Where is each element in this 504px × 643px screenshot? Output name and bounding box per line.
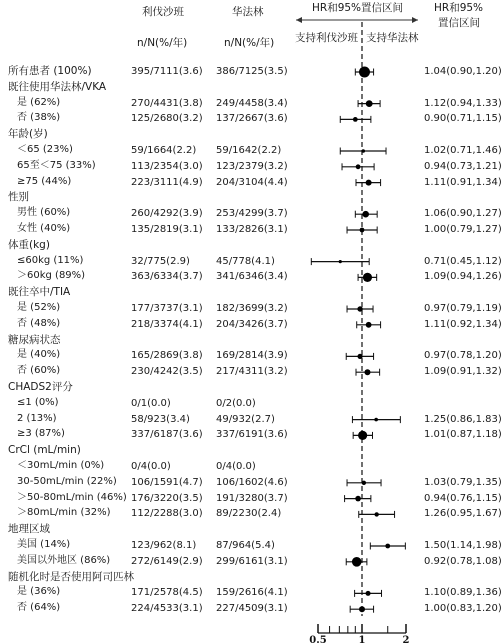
subgroup-label: 65至＜75 (33%)	[17, 159, 96, 171]
warfarin-cell: 89/2230(2.4)	[216, 508, 282, 520]
warfarin-cell: 217/4311(3.2)	[216, 366, 288, 378]
point-estimate	[358, 431, 367, 440]
subgroup-label: 否 (38%)	[17, 112, 61, 124]
point-estimate	[339, 260, 342, 263]
hr-ci-text: 1.11(0.91,1.34)	[424, 176, 502, 188]
hr-ci-text: 0.97(0.79,1.19)	[424, 303, 502, 314]
rivaroxaban-cell: 230/4242(3.5)	[131, 366, 203, 378]
point-estimate	[363, 273, 372, 282]
hr-ci-text: 0.71(0.45,1.12)	[424, 255, 502, 267]
warfarin-cell: 386/7125(3.5)	[216, 66, 288, 77]
hr-ci-text: 0.94(0.76,1.15)	[424, 492, 502, 504]
rivaroxaban-cell: 363/6334(3.7)	[131, 271, 203, 283]
hr-ci-text: 0.97(0.78,1.20)	[424, 350, 502, 362]
rivaroxaban-cell: 224/4533(3.1)	[131, 603, 203, 615]
group-label: 地理区域	[8, 523, 50, 536]
rivaroxaban-cell: 0/1(0.0)	[131, 397, 171, 409]
hr-ci-text: 1.26(0.95,1.67)	[424, 508, 502, 520]
hr-ci-text: 0.92(0.78,1.08)	[424, 555, 502, 567]
rivaroxaban-cell: 125/2680(3.2)	[131, 113, 203, 125]
rivaroxaban-cell: 165/2869(3.8)	[131, 350, 203, 362]
hr-ci-text: 0.90(0.71,1.15)	[424, 113, 502, 125]
group-label: 糖尿病状态	[8, 333, 61, 346]
rivaroxaban-cell: 123/962(8.1)	[131, 540, 197, 551]
rivaroxaban-cell: 337/6187(3.6)	[131, 429, 203, 441]
warfarin-cell: 133/2826(3.1)	[216, 224, 288, 235]
subgroup-label: 是 (62%)	[17, 96, 61, 108]
warfarin-cell: 299/6161(3.1)	[216, 555, 288, 567]
warfarin-cell: 227/4509(3.1)	[216, 603, 288, 615]
group-label: CHADS2评分	[8, 381, 73, 393]
x-axis-tick-label: 1	[358, 635, 366, 643]
rivaroxaban-cell: 59/1664(2.2)	[131, 145, 197, 156]
point-estimate	[366, 100, 373, 107]
point-estimate	[366, 180, 372, 186]
rivaroxaban-cell: 58/923(3.4)	[131, 413, 190, 425]
rivaroxaban-cell: 171/2578(4.5)	[131, 587, 203, 599]
subgroup-label: ＞50-80mL/min (46%)	[17, 491, 127, 503]
warfarin-cell: 123/2379(3.2)	[216, 160, 288, 172]
subgroup-label: ＞60kg (89%)	[17, 270, 86, 282]
warfarin-cell: 169/2814(3.9)	[216, 350, 288, 362]
warfarin-cell: 45/778(4.1)	[216, 255, 275, 267]
hr-ci-text: 1.50(1.14,1.98)	[424, 540, 502, 551]
rivaroxaban-cell: 177/3737(3.1)	[131, 303, 203, 314]
warfarin-cell: 191/3280(3.7)	[216, 492, 288, 504]
hr-ci-text: 1.11(0.92,1.34)	[424, 318, 502, 330]
header-units-rivaroxaban: n/N(%/年)	[137, 37, 188, 49]
warfarin-cell: 204/3426(3.7)	[216, 318, 288, 330]
warfarin-cell: 49/932(2.7)	[216, 413, 275, 425]
point-estimate	[357, 306, 362, 311]
warfarin-cell: 59/1642(2.2)	[216, 145, 282, 156]
hr-ci-text: 1.09(0.91,1.32)	[424, 366, 502, 378]
hr-ci-text: 1.00(0.83,1.20)	[424, 603, 502, 615]
point-estimate	[360, 228, 365, 233]
hr-ci-text: 1.12(0.94,1.33)	[424, 97, 502, 109]
subgroup-label: 是 (36%)	[17, 586, 61, 598]
warfarin-cell: 106/1602(4.6)	[216, 476, 288, 488]
warfarin-cell: 249/4458(3.4)	[216, 97, 288, 109]
point-estimate	[361, 149, 365, 153]
subgroup-label: 男性 (60%)	[17, 207, 71, 219]
rivaroxaban-cell: 272/6149(2.9)	[131, 555, 203, 567]
subgroup-label: 美国 (14%)	[17, 539, 71, 550]
rivaroxaban-cell: 106/1591(4.7)	[131, 476, 203, 488]
subgroup-label: ≤60kg (11%)	[17, 254, 84, 266]
point-estimate	[356, 164, 361, 169]
subgroup-label: 是 (52%)	[17, 302, 61, 313]
header-rivaroxaban: 利伐沙班	[142, 6, 184, 18]
hr-ci-text: 1.10(0.89,1.36)	[424, 587, 502, 599]
warfarin-cell: 182/3699(3.2)	[216, 303, 288, 314]
subgroup-label: ＞80mL/min (32%)	[17, 507, 111, 519]
rivaroxaban-cell: 223/3111(4.9)	[131, 176, 203, 188]
subgroup-label: ≥3 (87%)	[17, 428, 65, 440]
rivaroxaban-cell: 270/4431(3.8)	[131, 97, 203, 109]
ci-header-line1: HR和95%	[434, 2, 484, 14]
header-units-warfarin: n/N(%/年)	[224, 37, 275, 49]
warfarin-cell: 159/2616(4.1)	[216, 587, 288, 599]
group-label: 所有患者 (100%)	[8, 65, 92, 77]
point-estimate	[364, 369, 370, 375]
subgroup-label: 30-50mL/min (22%)	[17, 475, 117, 487]
subgroup-label: 女性 (40%)	[17, 223, 71, 234]
x-axis-tick-label: 0.5	[309, 635, 327, 643]
subgroup-label: ＜30mL/min (0%)	[17, 460, 105, 471]
group-label: 随机化时是否使用阿司匹林	[8, 570, 134, 583]
plot-title: HR和95%置信区间	[312, 2, 404, 14]
hr-ci-text: 1.00(0.79,1.27)	[424, 224, 502, 235]
warfarin-cell: 87/964(5.4)	[216, 540, 275, 551]
hr-ci-text: 1.03(0.79,1.35)	[424, 476, 502, 488]
rivaroxaban-cell: 32/775(2.9)	[131, 255, 190, 267]
group-label: CrCl (mL/min)	[8, 444, 81, 457]
rivaroxaban-cell: 113/2354(3.0)	[131, 160, 203, 172]
subgroup-label: ≥75 (44%)	[17, 175, 72, 187]
hr-ci-text: 1.04(0.90,1.20)	[424, 66, 502, 77]
favor-warfarin-label: 支持华法林	[366, 32, 419, 44]
group-label: 性别	[8, 191, 29, 204]
hr-ci-text: 1.02(0.71,1.46)	[424, 145, 502, 156]
subgroup-label: ≤1 (0%)	[17, 396, 59, 408]
rivaroxaban-cell: 260/4292(3.9)	[131, 208, 203, 220]
hr-ci-text: 1.06(0.90,1.27)	[424, 208, 502, 220]
hr-ci-text: 1.09(0.94,1.26)	[424, 271, 502, 283]
point-estimate	[357, 354, 362, 359]
subgroup-label: 否 (48%)	[17, 317, 61, 329]
point-estimate	[385, 544, 390, 549]
subgroup-label: 2 (13%)	[17, 412, 57, 424]
rivaroxaban-cell: 112/2288(3.0)	[131, 508, 203, 520]
group-label: 既往卒中/TIA	[8, 286, 71, 299]
header-arrow-right-head	[412, 17, 418, 23]
subgroup-label: 否 (60%)	[17, 365, 61, 377]
group-label: 年龄(岁)	[8, 128, 48, 141]
point-estimate	[355, 496, 361, 502]
warfarin-cell: 0/2(0.0)	[216, 397, 256, 409]
x-axis-tick-label: 2	[402, 635, 410, 643]
group-label: 既往使用华法林/VKA	[8, 80, 107, 93]
point-estimate	[362, 481, 366, 485]
warfarin-cell: 137/2667(3.6)	[216, 113, 288, 125]
point-estimate	[359, 67, 370, 78]
subgroup-label: ＜65 (23%)	[17, 144, 73, 155]
favor-rivaroxaban-label: 支持利伐沙班	[295, 32, 358, 44]
point-estimate	[366, 591, 371, 596]
rivaroxaban-cell: 176/3220(3.5)	[131, 492, 203, 504]
warfarin-cell: 341/6346(3.4)	[216, 271, 288, 283]
point-estimate	[362, 211, 369, 218]
point-estimate	[374, 512, 378, 516]
point-estimate	[359, 606, 365, 612]
point-estimate	[374, 418, 378, 422]
rivaroxaban-cell: 395/7111(3.6)	[131, 66, 203, 77]
warfarin-cell: 253/4299(3.7)	[216, 208, 288, 220]
header-warfarin: 华法林	[232, 6, 264, 18]
point-estimate	[353, 117, 358, 122]
point-estimate	[366, 322, 372, 328]
hr-ci-text: 0.94(0.73,1.21)	[424, 160, 502, 172]
rivaroxaban-cell: 135/2819(3.1)	[131, 224, 203, 235]
header-arrow-left-head	[296, 17, 302, 23]
warfarin-cell: 0/4(0.0)	[216, 461, 256, 472]
subgroup-label: 否 (64%)	[17, 602, 61, 614]
subgroup-label: 美国以外地区 (86%)	[17, 554, 111, 566]
rivaroxaban-cell: 218/3374(4.1)	[131, 318, 203, 330]
hr-ci-text: 1.01(0.87,1.18)	[424, 429, 502, 441]
hr-ci-text: 1.25(0.86,1.83)	[424, 413, 502, 425]
rivaroxaban-cell: 0/4(0.0)	[131, 461, 171, 472]
warfarin-cell: 337/6191(3.6)	[216, 429, 288, 441]
ci-header-line2: 置信区间	[438, 17, 480, 29]
group-label: 体重(kg)	[8, 238, 50, 251]
warfarin-cell: 204/3104(4.4)	[216, 176, 288, 188]
point-estimate	[352, 557, 362, 567]
subgroup-label: 是 (40%)	[17, 349, 61, 361]
